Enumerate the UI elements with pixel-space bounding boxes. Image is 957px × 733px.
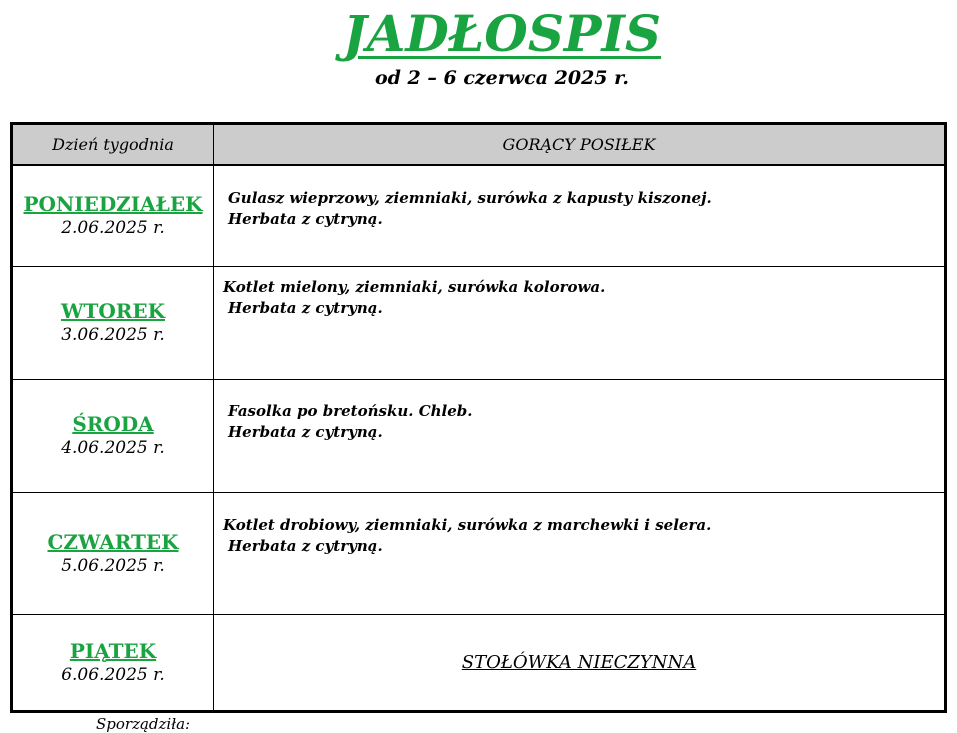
day-name: WTOREK	[60, 299, 165, 323]
day-name: PIĄTEK	[69, 638, 157, 663]
drink-description: Herbata z cytryną.	[228, 423, 383, 441]
meal-description: Kotlet drobiowy, ziemniaki, surówka z marchewki i selera.	[223, 516, 712, 534]
day-name: ŚRODA	[72, 412, 154, 436]
day-date: 6.06.2025 r.	[61, 664, 165, 685]
prepared-by-label: Sporządziła:	[96, 715, 191, 733]
meal-cell	[214, 267, 946, 380]
table-row-friday	[12, 615, 946, 712]
day-date: 4.06.2025 r.	[61, 438, 165, 458]
meal-description: Gulasz wieprzowy, ziemniaki, surówka z kapusty kiszonej.	[228, 188, 712, 207]
table-row-thursday	[12, 493, 946, 615]
day-column-header: Dzień tygodnia	[12, 124, 214, 165]
day-name: CZWARTEK	[47, 529, 179, 554]
day-date: 3.06.2025 r.	[61, 325, 165, 345]
meal-cell	[214, 165, 946, 267]
table-row-tuesday	[12, 267, 946, 380]
canteen-closed-notice: STOŁÓWKA NIECZYNNA	[214, 615, 946, 712]
day-cell	[12, 493, 214, 615]
day-name: PONIEDZIAŁEK	[23, 191, 203, 216]
meal-description: Fasolka po bretońsku. Chleb.	[228, 402, 473, 420]
table-row-wednesday	[12, 380, 946, 493]
day-cell	[12, 165, 214, 267]
day-date: 2.06.2025 r.	[61, 217, 165, 238]
table-header-row	[12, 124, 946, 165]
day-cell	[12, 267, 214, 380]
meal-cell	[214, 380, 946, 493]
menu-date-range: od 2 – 6 czerwca 2025 r.	[374, 67, 630, 89]
menu-title: JADŁOSPIS	[342, 4, 662, 63]
menu-table	[10, 122, 947, 713]
meal-column-header: GORĄCY POSIŁEK	[214, 124, 946, 165]
day-cell	[12, 380, 214, 493]
day-date: 5.06.2025 r.	[61, 555, 165, 576]
day-cell	[12, 615, 214, 712]
meal-description: Kotlet mielony, ziemniaki, surówka kolorowa.	[223, 278, 606, 296]
drink-description: Herbata z cytryną.	[228, 537, 383, 555]
meal-cell	[214, 493, 946, 615]
drink-description: Herbata z cytryną.	[228, 299, 383, 317]
table-row-monday	[12, 165, 946, 267]
drink-description: Herbata z cytryną.	[228, 209, 383, 228]
